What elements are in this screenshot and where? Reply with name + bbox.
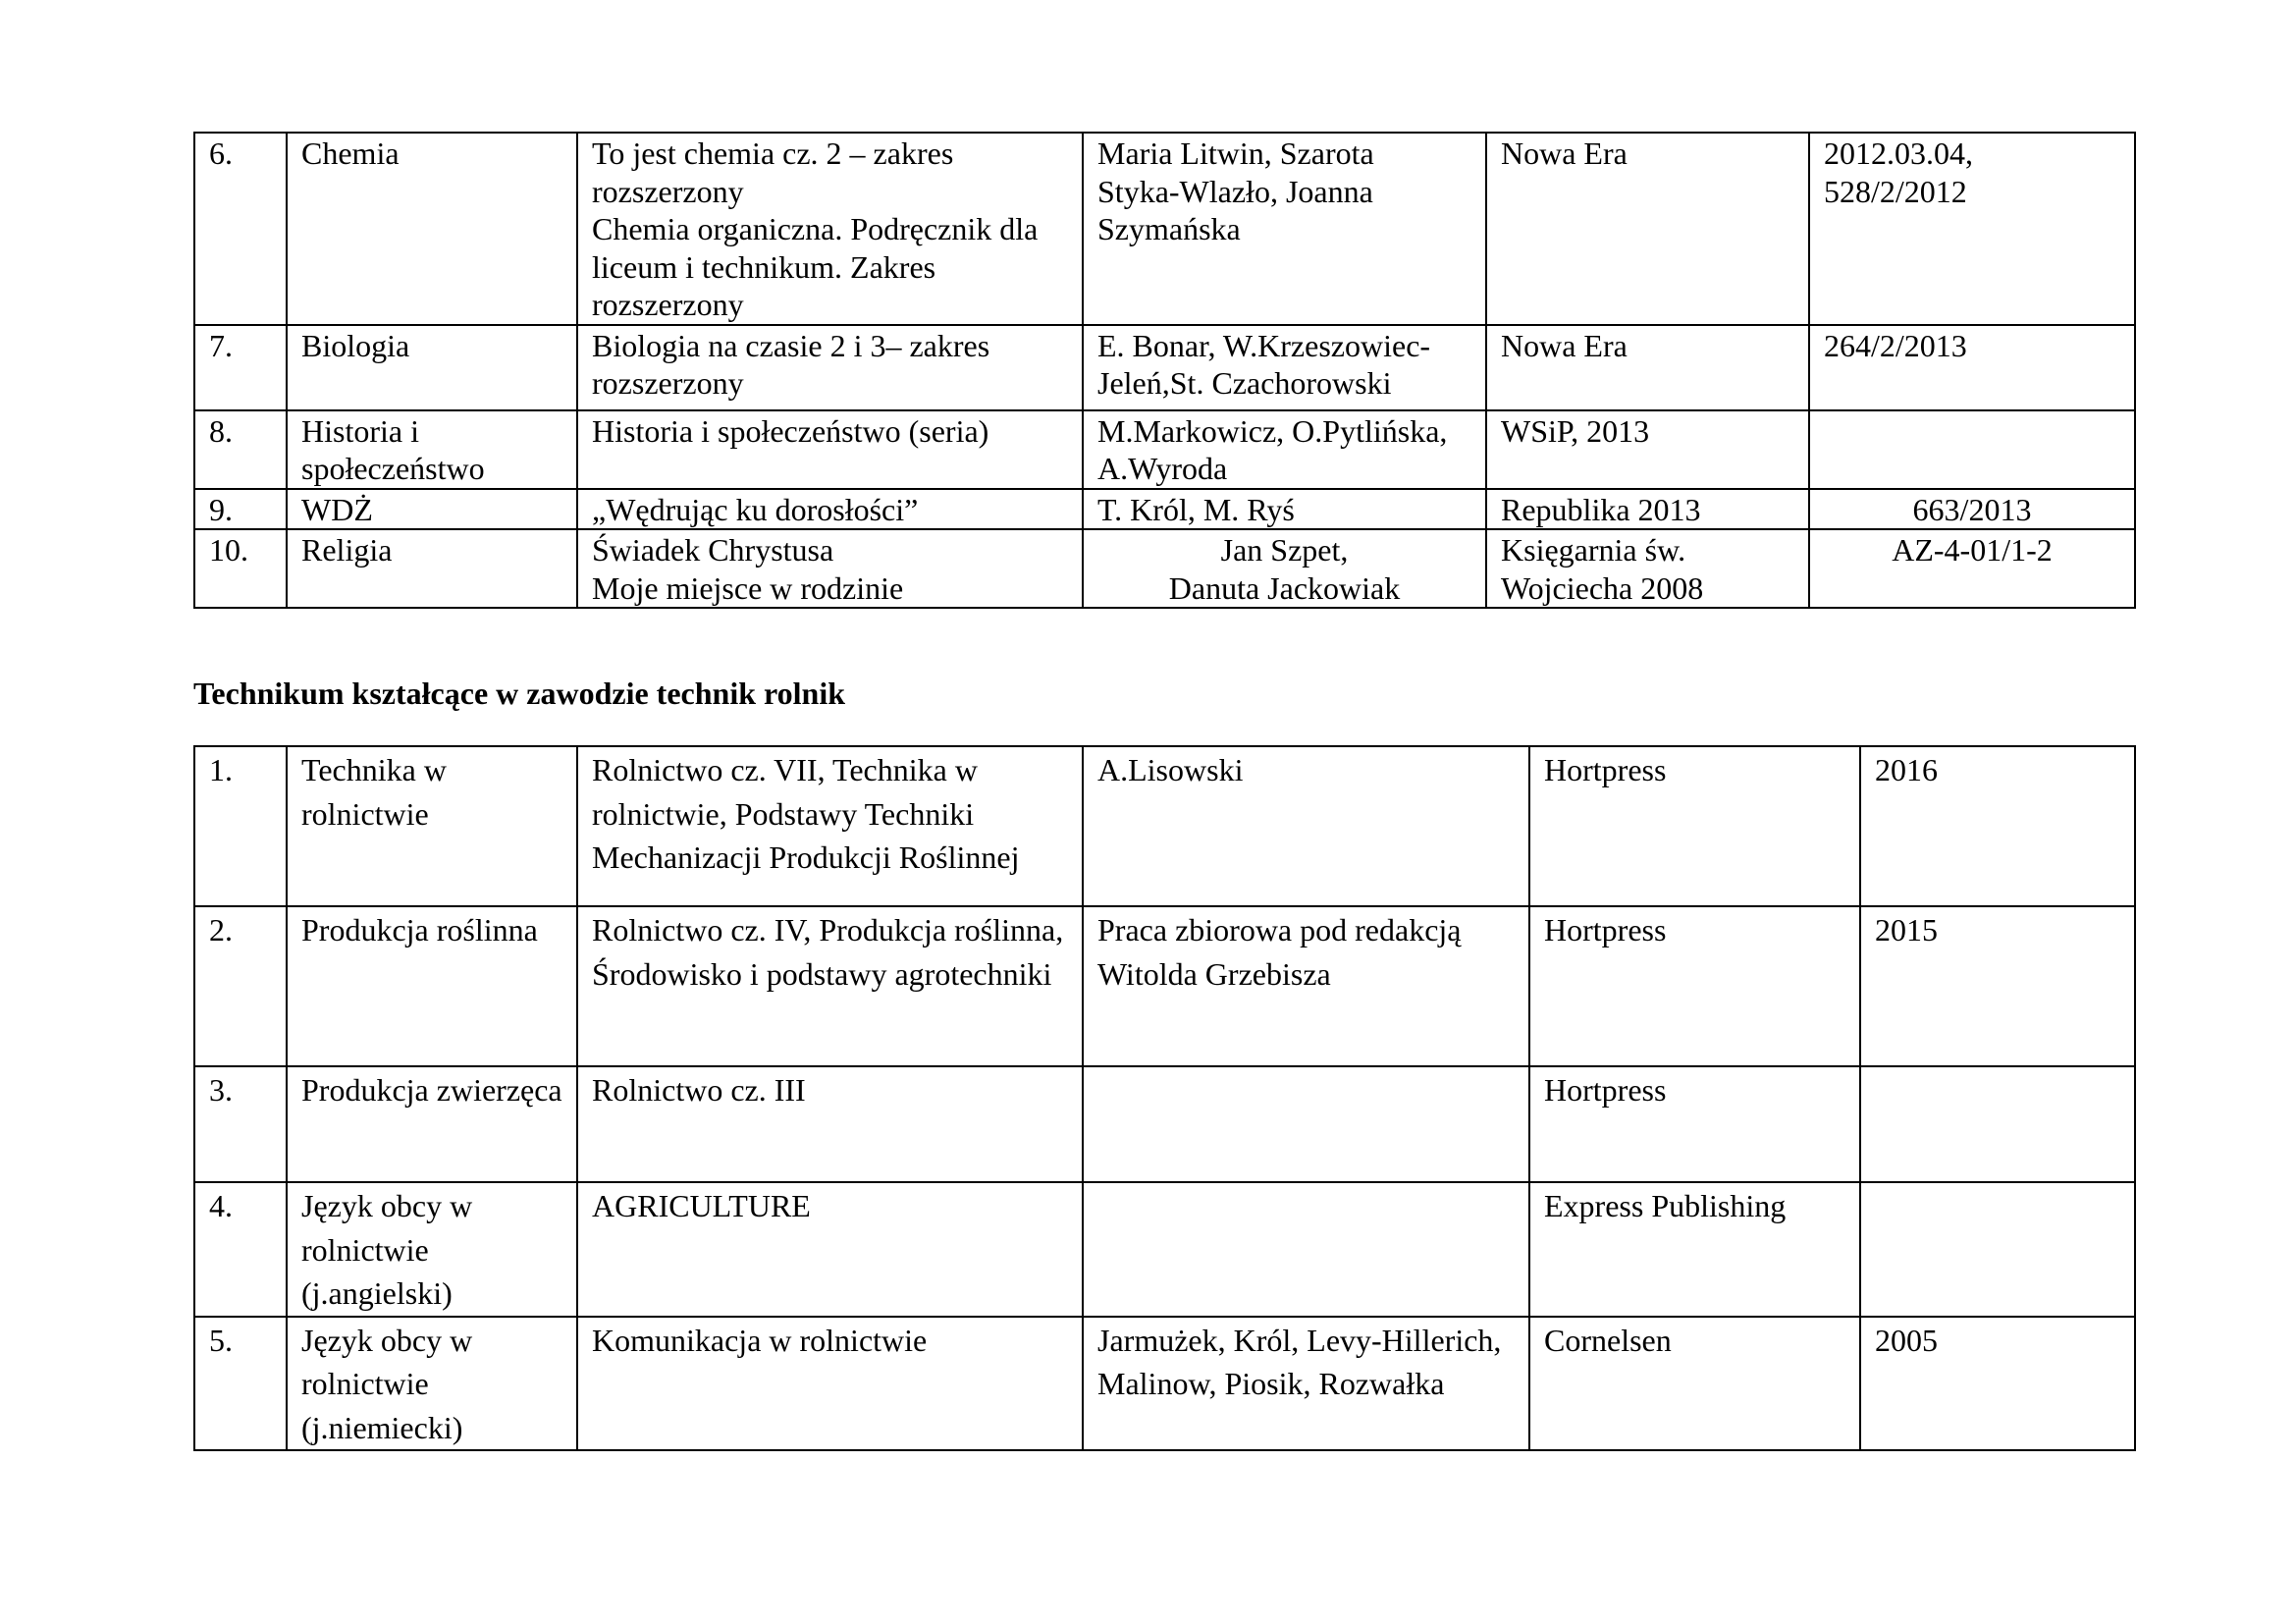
- authors-cell: [1083, 1182, 1529, 1317]
- table-row: [194, 906, 2135, 1066]
- subject-cell: Produkcja roślinna: [287, 906, 577, 1066]
- subject-cell: Technika w rolnictwie: [287, 746, 577, 906]
- table-row: [194, 1317, 2135, 1451]
- row-number: 5.: [194, 1317, 287, 1451]
- row-number: 8.: [194, 410, 287, 489]
- title-cell: „Wędrując ku dorosłości”: [577, 489, 1083, 530]
- authors-cell: Jan Szpet, Danuta Jackowiak: [1083, 529, 1486, 608]
- table-row: [194, 746, 2135, 906]
- authors-cell: Praca zbiorowa pod redakcją Witolda Grzebisza: [1083, 906, 1529, 1066]
- publisher-cell: Nowa Era: [1486, 133, 1809, 325]
- table-row: [194, 410, 2135, 489]
- subject-cell: Produkcja zwierzęca: [287, 1066, 577, 1182]
- row-number: 7.: [194, 325, 287, 410]
- year-cell: 2016: [1860, 746, 2135, 906]
- row-number: 2.: [194, 906, 287, 1066]
- approval-number-cell: AZ-4-01/1-2: [1809, 529, 2135, 608]
- publisher-cell: Nowa Era: [1486, 325, 1809, 410]
- row-number: 1.: [194, 746, 287, 906]
- year-cell: [1860, 1182, 2135, 1317]
- title-cell: Rolnictwo cz. IV, Produkcja roślinna, Środowisko i podstawy agrotechniki: [577, 906, 1083, 1066]
- row-number: 9.: [194, 489, 287, 530]
- table-row: [194, 325, 2135, 410]
- textbook-table-general: [193, 132, 2136, 609]
- title-cell: Historia i społeczeństwo (seria): [577, 410, 1083, 489]
- title-cell: Świadek Chrystusa Moje miejsce w rodzinie: [577, 529, 1083, 608]
- approval-number-cell: [1809, 410, 2135, 489]
- title-cell: AGRICULTURE: [577, 1182, 1083, 1317]
- row-number: 10.: [194, 529, 287, 608]
- authors-cell: E. Bonar, W.Krzeszowiec- Jeleń,St. Czachorowski: [1083, 325, 1486, 410]
- publisher-cell: Hortpress: [1529, 906, 1860, 1066]
- table-row: [194, 1066, 2135, 1182]
- publisher-cell: Express Publishing: [1529, 1182, 1860, 1317]
- publisher-cell: Hortpress: [1529, 746, 1860, 906]
- publisher-cell: Hortpress: [1529, 1066, 1860, 1182]
- subject-cell: Język obcy w rolnictwie (j.niemiecki): [287, 1317, 577, 1451]
- subject-cell: Język obcy w rolnictwie (j.angielski): [287, 1182, 577, 1317]
- title-cell: To jest chemia cz. 2 – zakres rozszerzony Chemia organiczna. Podręcznik dla liceum i technikum. Zakres rozszerzony: [577, 133, 1083, 325]
- table-row: [194, 489, 2135, 530]
- section-heading: Technikum kształcące w zawodzie technik rolnik: [193, 676, 846, 711]
- subject-cell: Biologia: [287, 325, 577, 410]
- row-number: 6.: [194, 133, 287, 325]
- textbook-table-technik-rolnik: [193, 745, 2136, 1451]
- publisher-cell: Księgarnia św. Wojciecha 2008: [1486, 529, 1809, 608]
- approval-number-cell: 2012.03.04, 528/2/2012: [1809, 133, 2135, 325]
- row-number: 4.: [194, 1182, 287, 1317]
- subject-cell: Historia i społeczeństwo: [287, 410, 577, 489]
- title-cell: Rolnictwo cz. III: [577, 1066, 1083, 1182]
- authors-cell: T. Król, M. Ryś: [1083, 489, 1486, 530]
- table-row: [194, 133, 2135, 325]
- authors-cell: Maria Litwin, Szarota Styka-Wlazło, Joanna Szymańska: [1083, 133, 1486, 325]
- title-cell: Komunikacja w rolnictwie: [577, 1317, 1083, 1451]
- title-cell: Rolnictwo cz. VII, Technika w rolnictwie, Podstawy Techniki Mechanizacji Produkcji Roślinnej: [577, 746, 1083, 906]
- year-cell: [1860, 1066, 2135, 1182]
- approval-number-cell: 264/2/2013: [1809, 325, 2135, 410]
- subject-cell: Chemia: [287, 133, 577, 325]
- publisher-cell: WSiP, 2013: [1486, 410, 1809, 489]
- authors-cell: [1083, 1066, 1529, 1182]
- publisher-cell: Republika 2013: [1486, 489, 1809, 530]
- table-row: [194, 529, 2135, 608]
- authors-cell: M.Markowicz, O.Pytlińska, A.Wyroda: [1083, 410, 1486, 489]
- authors-cell: A.Lisowski: [1083, 746, 1529, 906]
- approval-number-cell: 663/2013: [1809, 489, 2135, 530]
- title-cell: Biologia na czasie 2 i 3– zakres rozszerzony: [577, 325, 1083, 410]
- year-cell: 2005: [1860, 1317, 2135, 1451]
- table-row: [194, 1182, 2135, 1317]
- year-cell: 2015: [1860, 906, 2135, 1066]
- authors-cell: Jarmużek, Król, Levy-Hillerich, Malinow, Piosik, Rozwałka: [1083, 1317, 1529, 1451]
- row-number: 3.: [194, 1066, 287, 1182]
- subject-cell: Religia: [287, 529, 577, 608]
- subject-cell: WDŻ: [287, 489, 577, 530]
- publisher-cell: Cornelsen: [1529, 1317, 1860, 1451]
